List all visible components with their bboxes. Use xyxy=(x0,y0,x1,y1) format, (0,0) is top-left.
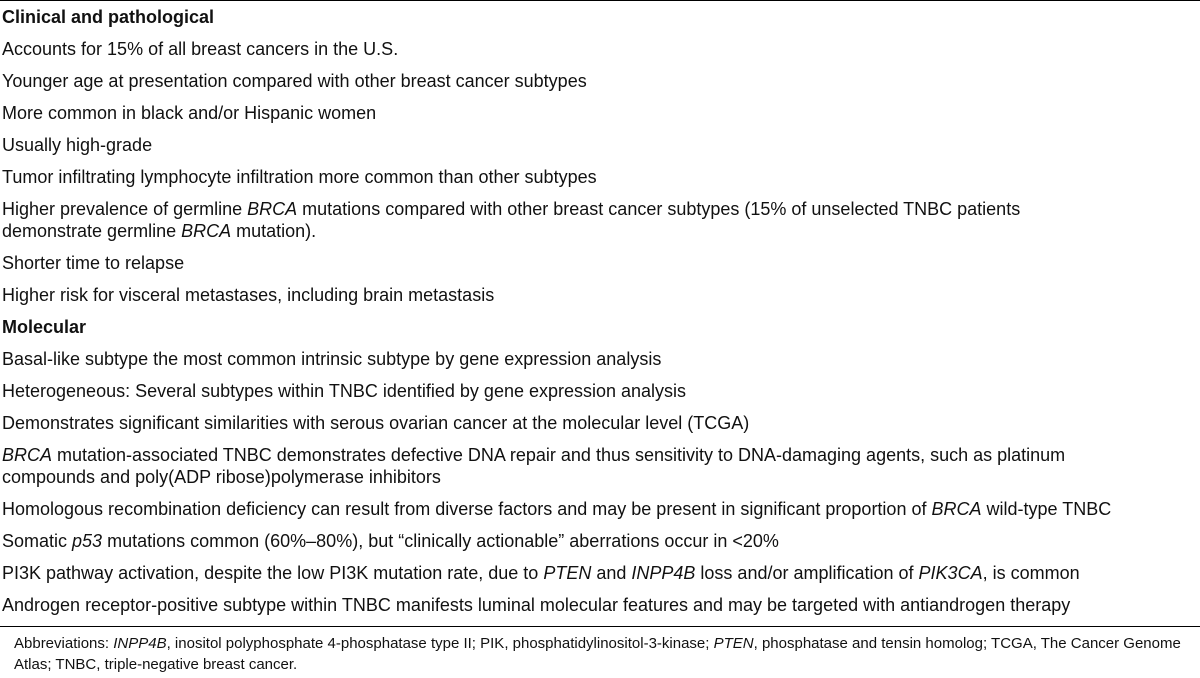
table-row xyxy=(0,439,1200,493)
text-segment: , is common xyxy=(982,563,1080,583)
italic-term: PTEN xyxy=(543,563,592,583)
italic-term: BRCA xyxy=(181,221,232,241)
text-segment: wild-type TNBC xyxy=(981,499,1112,519)
section-heading xyxy=(0,311,1200,343)
table-row xyxy=(0,589,1200,621)
text-segment: Demonstrates significant similarities with serous ovarian cancer at the molecular level (TCGA) xyxy=(2,413,750,433)
text-segment: mutation-associated TNBC demonstrates defective DNA repair and thus sensitivity to DNA-damaging agents, such as platinum compounds and poly(ADP ribose)polymerase inhibitors xyxy=(2,445,1066,487)
section-heading xyxy=(0,1,1200,33)
table-row xyxy=(0,129,1200,161)
text-segment: Homologous recombination deficiency can result from diverse factors and may be present in significant proportion of xyxy=(2,499,932,519)
text-segment: Androgen receptor-positive subtype within TNBC manifests luminal molecular features and may be targeted with antiandrogen therapy xyxy=(2,595,1071,615)
text-segment: Molecular xyxy=(2,317,87,337)
italic-term: INPP4B xyxy=(631,563,696,583)
text-segment: Usually high-grade xyxy=(2,135,153,155)
table-row xyxy=(0,161,1200,193)
table-row xyxy=(0,97,1200,129)
italic-term: INPP4B xyxy=(113,635,167,652)
text-segment: Abbreviations: xyxy=(14,635,114,652)
table-row xyxy=(0,33,1200,65)
text-segment: Somatic xyxy=(2,531,73,551)
italic-term: BRCA xyxy=(2,445,53,465)
table-row xyxy=(0,493,1200,525)
table-bottom-rule xyxy=(0,626,1200,627)
text-segment: Shorter time to relapse xyxy=(2,253,185,273)
text-segment: , inositol polyphosphate 4-phosphatase type II; PIK, phosphatidylinositol-3-kinase; xyxy=(166,635,714,652)
table-row xyxy=(0,279,1200,311)
italic-term: PIK3CA xyxy=(918,563,983,583)
text-segment: mutations common (60%–80%), but “clinically actionable” aberrations occur in <20% xyxy=(102,531,779,551)
table-row xyxy=(0,247,1200,279)
text-segment: loss and/or amplification of xyxy=(695,563,919,583)
table-row xyxy=(0,343,1200,375)
text-segment: Accounts for 15% of all breast cancers in the U.S. xyxy=(2,39,399,59)
text-segment: Heterogeneous: Several subtypes within TNBC identified by gene expression analysis xyxy=(2,381,687,401)
text-segment: Basal-like subtype the most common intrinsic subtype by gene expression analysis xyxy=(2,349,662,369)
text-segment: Tumor infiltrating lymphocyte infiltration more common than other subtypes xyxy=(2,167,597,187)
table-row xyxy=(0,193,1200,247)
italic-term: PTEN xyxy=(713,635,754,652)
text-segment: , phosphatase and tensin homolog; TCGA, The Cancer Genome Atlas; TNBC, triple-negative breast cancer. xyxy=(14,635,1181,673)
text-segment: PI3K pathway activation, despite the low PI3K mutation rate, due to xyxy=(2,563,544,583)
text-segment: Younger age at presentation compared with other breast cancer subtypes xyxy=(2,71,587,91)
italic-term: BRCA xyxy=(247,199,298,219)
text-segment: More common in black and/or Hispanic women xyxy=(2,103,377,123)
table-row xyxy=(0,375,1200,407)
text-segment: Clinical and pathological xyxy=(2,7,215,27)
italic-term: p53 xyxy=(72,531,103,551)
table-row xyxy=(0,557,1200,589)
text-segment: mutation). xyxy=(231,221,317,241)
text-segment: Higher prevalence of germline xyxy=(2,199,248,219)
abbreviations-footnote xyxy=(14,633,1194,675)
table-row xyxy=(0,525,1200,557)
table-row xyxy=(0,65,1200,97)
text-segment: mutations compared with other breast cancer subtypes (15% of unselected TNBC patients demonstrate germline xyxy=(2,199,1021,241)
italic-term: BRCA xyxy=(931,499,982,519)
table-row xyxy=(0,407,1200,439)
text-segment: and xyxy=(591,563,632,583)
text-segment: Higher risk for visceral metastases, including brain metastasis xyxy=(2,285,495,305)
